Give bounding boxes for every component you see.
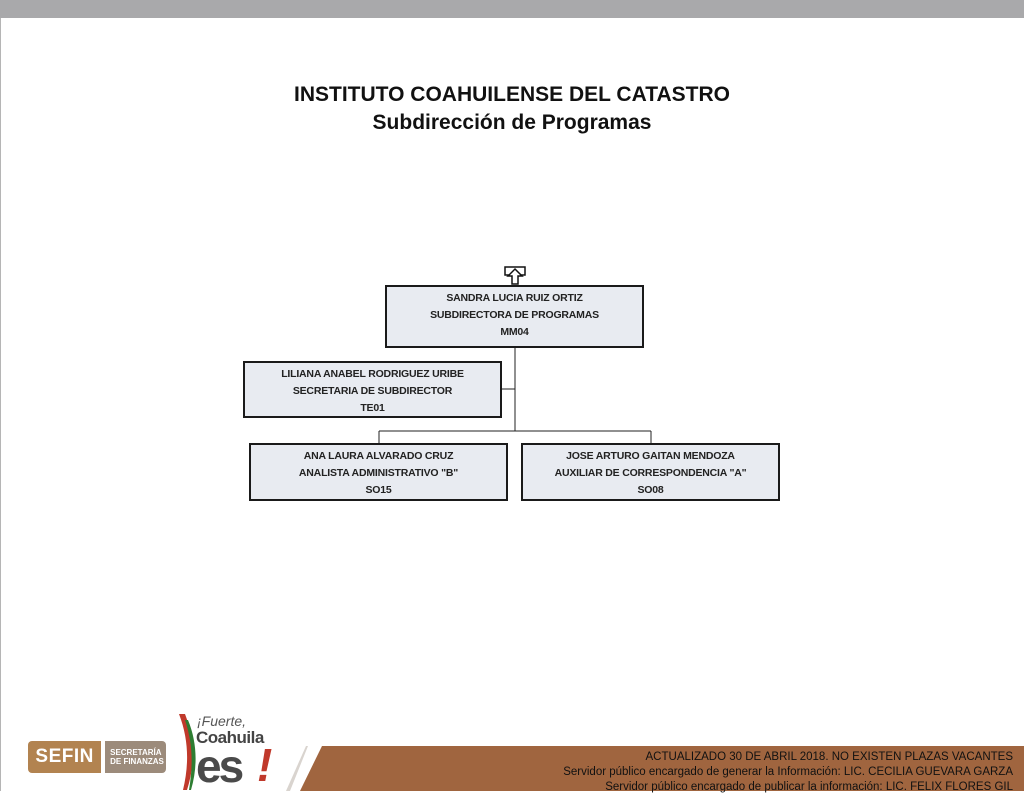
org-node-analyst xyxy=(249,443,508,501)
node-name: LILIANA ANABEL RODRIGUEZ URIBE xyxy=(281,368,464,380)
coahuila-logo-name: Coahuila xyxy=(196,728,264,747)
node-position: SECRETARIA DE SUBDIRECTOR xyxy=(292,385,453,397)
node-name: ANA LAURA ALVARADO CRUZ xyxy=(303,450,454,462)
page-subtitle: Subdirección de Programas xyxy=(372,111,652,134)
page-title: INSTITUTO COAHUILENSE DEL CATASTRO xyxy=(294,83,730,106)
node-position: AUXILIAR DE CORRESPONDENCIA "A" xyxy=(554,467,747,479)
node-position: ANALISTA ADMINISTRATIVO "B" xyxy=(298,467,459,479)
node-code: SO15 xyxy=(365,484,392,496)
node-code: TE01 xyxy=(360,402,385,414)
footer-updated-note: ACTUALIZADO 30 DE ABRIL 2018. NO EXISTEN PLAZAS VACANTES xyxy=(645,751,1013,763)
footer-publisher-note: Servidor público encargado de publicar la información: LIC. FELIX FLORES GIL xyxy=(605,781,1013,793)
org-node-head xyxy=(385,285,644,348)
coahuila-logo-exclamation: ! xyxy=(257,739,273,791)
org-node-auxiliary xyxy=(521,443,780,501)
node-name: SANDRA LUCIA RUIZ ORTIZ xyxy=(446,292,583,304)
coahuila-logo-es: es xyxy=(196,740,242,792)
coahuila-logo-tagline: ¡Fuerte, xyxy=(197,713,247,729)
node-position: SUBDIRECTORA DE PROGRAMAS xyxy=(430,309,599,321)
node-code: SO08 xyxy=(637,484,664,496)
org-node-assistant xyxy=(243,361,502,418)
sefin-logo xyxy=(28,741,166,773)
sefin-logo-text: SEFIN xyxy=(28,741,101,773)
node-code: MM04 xyxy=(500,326,529,338)
footer-generator-note: Servidor público encargado de generar la Información: LIC. CECILIA GUEVARA GARZA xyxy=(563,766,1013,778)
sefin-logo-subtitle: SECRETARÍA DE FINANZAS xyxy=(105,741,166,773)
up-arrow-icon xyxy=(504,266,526,285)
node-name: JOSE ARTURO GAITAN MENDOZA xyxy=(566,450,735,462)
